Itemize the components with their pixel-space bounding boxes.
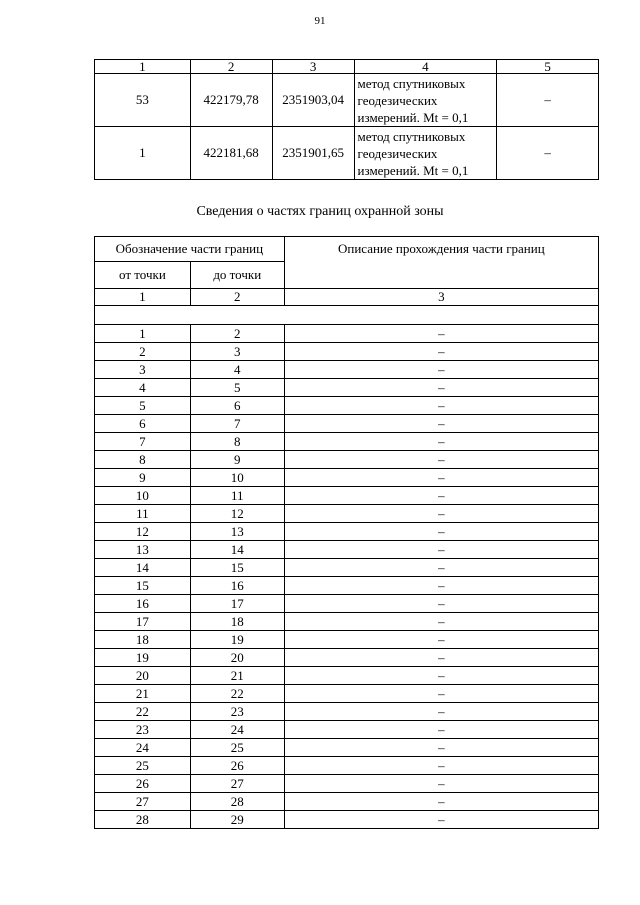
from-point-cell: 7 <box>95 433 191 451</box>
to-point-cell: 24 <box>190 721 284 739</box>
description-cell: – <box>284 739 598 757</box>
description-cell: – <box>284 469 598 487</box>
from-point-cell: 23 <box>95 721 191 739</box>
to-point-cell: 4 <box>190 361 284 379</box>
from-point-cell: 6 <box>95 415 191 433</box>
to-point-cell: 9 <box>190 451 284 469</box>
description-cell: – <box>284 775 598 793</box>
table-row <box>95 739 599 757</box>
description-cell: – <box>284 361 598 379</box>
to-point-cell: 2 <box>190 325 284 343</box>
from-point-cell: 27 <box>95 793 191 811</box>
table-row <box>95 721 599 739</box>
coordinate-y: 2351903,04 <box>272 74 354 127</box>
to-point-cell: 20 <box>190 649 284 667</box>
coordinate-x: 422179,78 <box>190 74 272 127</box>
table-row <box>95 703 599 721</box>
table-row <box>95 343 599 361</box>
description-cell: – <box>284 685 598 703</box>
from-point-cell: 21 <box>95 685 191 703</box>
description-cell: – <box>284 541 598 559</box>
coordinates-row <box>95 127 599 180</box>
to-point-cell: 29 <box>190 811 284 829</box>
to-point-cell: 27 <box>190 775 284 793</box>
from-point-cell: 3 <box>95 361 191 379</box>
coordinates-header-cell: 5 <box>497 60 599 74</box>
from-point-cell: 11 <box>95 505 191 523</box>
designation-header: Обозначение части границ <box>95 237 285 262</box>
table-row <box>95 505 599 523</box>
to-point-cell: 28 <box>190 793 284 811</box>
method-description <box>354 74 497 127</box>
description-cell: – <box>284 613 598 631</box>
to-point-cell: 16 <box>190 577 284 595</box>
description-cell: – <box>284 631 598 649</box>
to-point-cell: 10 <box>190 469 284 487</box>
table-row <box>95 793 599 811</box>
method-line: измерений. Mt = 0,1 <box>357 162 469 178</box>
description-cell: – <box>284 667 598 685</box>
to-point-cell: 15 <box>190 559 284 577</box>
table-row <box>95 613 599 631</box>
table-row <box>95 469 599 487</box>
table-row <box>95 595 599 613</box>
to-point-cell: 25 <box>190 739 284 757</box>
from-point-cell: 14 <box>95 559 191 577</box>
description-cell: – <box>284 397 598 415</box>
table-row <box>95 433 599 451</box>
from-point-cell: 19 <box>95 649 191 667</box>
table-row <box>95 775 599 793</box>
coordinate-y: 2351901,65 <box>272 127 354 180</box>
page-number: 91 <box>314 15 326 27</box>
to-point-cell: 21 <box>190 667 284 685</box>
coordinates-header-cell: 2 <box>190 60 272 74</box>
table-row <box>95 631 599 649</box>
description-cell: – <box>284 433 598 451</box>
table-row <box>95 541 599 559</box>
table-row <box>95 577 599 595</box>
description-cell: – <box>284 703 598 721</box>
table-row <box>95 361 599 379</box>
from-point-cell: 28 <box>95 811 191 829</box>
table-row <box>95 559 599 577</box>
to-point-cell: 5 <box>190 379 284 397</box>
to-point-cell: 26 <box>190 757 284 775</box>
description-cell: – <box>284 793 598 811</box>
coordinates-header-cell: 1 <box>95 60 191 74</box>
table-row <box>95 325 599 343</box>
from-point-cell: 24 <box>95 739 191 757</box>
table-row <box>95 415 599 433</box>
column-number: 2 <box>190 289 284 306</box>
from-point-cell: 26 <box>95 775 191 793</box>
table-row <box>95 685 599 703</box>
note-cell: – <box>497 74 599 127</box>
from-point-cell: 2 <box>95 343 191 361</box>
from-point-cell: 22 <box>95 703 191 721</box>
from-point-cell: 1 <box>95 325 191 343</box>
table-row <box>95 757 599 775</box>
column-number: 3 <box>284 289 598 306</box>
parts-header-row <box>95 237 599 262</box>
coordinates-row <box>95 74 599 127</box>
coordinates-header-cell: 3 <box>272 60 354 74</box>
to-point-cell: 12 <box>190 505 284 523</box>
blank-row <box>95 306 599 325</box>
to-point-cell: 6 <box>190 397 284 415</box>
description-cell: – <box>284 595 598 613</box>
description-cell: – <box>284 577 598 595</box>
to-point-cell: 17 <box>190 595 284 613</box>
description-cell: – <box>284 757 598 775</box>
from-point-cell: 9 <box>95 469 191 487</box>
table-row <box>95 451 599 469</box>
table-row <box>95 487 599 505</box>
boundary-parts-table <box>94 236 599 829</box>
method-line: геодезических <box>357 145 438 161</box>
table-row <box>95 397 599 415</box>
description-cell: – <box>284 451 598 469</box>
to-point-cell: 19 <box>190 631 284 649</box>
from-point-cell: 12 <box>95 523 191 541</box>
to-point-cell: 23 <box>190 703 284 721</box>
description-cell: – <box>284 523 598 541</box>
from-point-cell: 15 <box>95 577 191 595</box>
column-number-row <box>95 289 599 306</box>
from-point-cell: 20 <box>95 667 191 685</box>
from-point-header: от точки <box>95 262 191 289</box>
method-line: метод спутниковых <box>357 128 466 144</box>
to-point-cell: 8 <box>190 433 284 451</box>
column-number: 1 <box>95 289 191 306</box>
point-number: 1 <box>95 127 191 180</box>
description-cell: – <box>284 325 598 343</box>
section-title: Сведения о частях границ охранной зоны <box>196 204 444 219</box>
from-point-cell: 17 <box>95 613 191 631</box>
to-point-header: до точки <box>190 262 284 289</box>
note-cell: – <box>497 127 599 180</box>
blank-cell <box>95 306 599 325</box>
table-row <box>95 667 599 685</box>
from-point-cell: 16 <box>95 595 191 613</box>
description-cell: – <box>284 343 598 361</box>
method-line: геодезических <box>357 92 438 108</box>
table-row <box>95 811 599 829</box>
table-row <box>95 649 599 667</box>
to-point-cell: 3 <box>190 343 284 361</box>
coordinate-x: 422181,68 <box>190 127 272 180</box>
point-number: 53 <box>95 74 191 127</box>
method-line: измерений. Mt = 0,1 <box>357 109 469 125</box>
from-point-cell: 25 <box>95 757 191 775</box>
to-point-cell: 11 <box>190 487 284 505</box>
description-cell: – <box>284 487 598 505</box>
from-point-cell: 5 <box>95 397 191 415</box>
description-cell: – <box>284 559 598 577</box>
description-header: Описание прохождения части границ <box>284 237 598 289</box>
table-row <box>95 523 599 541</box>
from-point-cell: 4 <box>95 379 191 397</box>
description-cell: – <box>284 379 598 397</box>
coordinates-header-row <box>95 60 599 74</box>
from-point-cell: 10 <box>95 487 191 505</box>
method-description <box>354 127 497 180</box>
coordinates-table <box>94 59 599 180</box>
description-cell: – <box>284 721 598 739</box>
description-cell: – <box>284 505 598 523</box>
description-cell: – <box>284 415 598 433</box>
to-point-cell: 22 <box>190 685 284 703</box>
coordinates-header-cell: 4 <box>354 60 497 74</box>
parts-body <box>95 325 599 829</box>
from-point-cell: 18 <box>95 631 191 649</box>
to-point-cell: 13 <box>190 523 284 541</box>
to-point-cell: 14 <box>190 541 284 559</box>
description-cell: – <box>284 811 598 829</box>
method-line: метод спутниковых <box>357 75 466 91</box>
to-point-cell: 18 <box>190 613 284 631</box>
description-cell: – <box>284 649 598 667</box>
from-point-cell: 8 <box>95 451 191 469</box>
from-point-cell: 13 <box>95 541 191 559</box>
to-point-cell: 7 <box>190 415 284 433</box>
table-row <box>95 379 599 397</box>
